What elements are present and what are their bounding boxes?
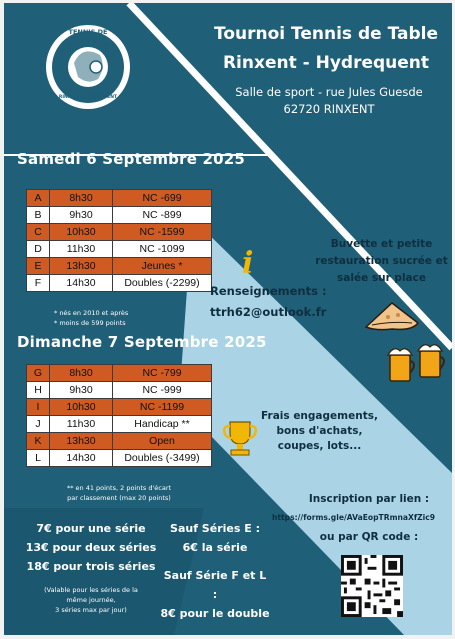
pricing-note (16, 585, 166, 615)
sunday-title: Dimanche 7 Septembre 2025 (17, 333, 267, 351)
series-time: 10h30 (50, 224, 113, 241)
pricing-fl-line2: 8€ pour le double (160, 607, 270, 620)
pricing-note1: (Valable pour les séries de la (44, 586, 138, 594)
series-category: NC -1199 (113, 399, 212, 416)
series-code: I (27, 399, 50, 416)
schedule-row (27, 399, 212, 416)
series-time: 13h30 (50, 258, 113, 275)
series-time: 14h30 (50, 450, 113, 467)
saturday-note2: * moins de 599 points (54, 319, 126, 327)
venue-line2: 62720 RINXENT (283, 102, 375, 116)
saturday-title: Samedi 6 Septembre 2025 (17, 150, 246, 168)
series-code: A (27, 190, 50, 207)
pricing-exception-e (160, 519, 270, 557)
pricing-exception-fl (160, 566, 270, 623)
pricing-list (16, 519, 166, 576)
pricing-note2: même journée, (66, 596, 116, 604)
series-code: G (27, 365, 50, 382)
series-time: 10h30 (50, 399, 113, 416)
pricing-e-line2: 6€ la série (182, 541, 248, 554)
series-code: L (27, 450, 50, 467)
prizes-line2: bons d'achats, (276, 425, 363, 437)
beer-mugs-icon (386, 341, 450, 387)
registration-line1: Inscription par lien : (308, 493, 430, 505)
schedule-row (27, 416, 212, 433)
sunday-schedule-table (26, 364, 212, 467)
header-title-line2: Rinxent - Hydrequent (222, 53, 430, 73)
series-category: NC -999 (113, 382, 212, 399)
series-code: K (27, 433, 50, 450)
buvette-line2: restauration sucrée et (315, 255, 448, 267)
series-code: J (27, 416, 50, 433)
prizes-line1: Frais engagements, (261, 410, 378, 422)
buvette-line3: salée sur place (337, 272, 426, 284)
series-category: NC -899 (113, 207, 212, 224)
series-category: NC -699 (113, 190, 212, 207)
pricing-one-series: 7€ pour une série (36, 522, 146, 535)
info-icon: i (242, 246, 254, 281)
buvette-line1: Buvette et petite (330, 238, 433, 250)
registration-url[interactable]: https://forms.gle/AVaEopTRmnaXfZic9 (272, 513, 436, 522)
series-category: NC -1099 (113, 241, 212, 258)
info-email[interactable]: ttrh62@outlook.fr (210, 305, 327, 319)
saturday-schedule-table (26, 189, 212, 292)
pricing-three-series: 18€ pour trois séries (26, 560, 156, 573)
series-category: Jeunes * (113, 258, 212, 275)
schedule-row (27, 382, 212, 399)
registration-qr-label: ou par QR code : (319, 531, 419, 543)
series-category: Open (113, 433, 212, 450)
venue-line1: Salle de sport - rue Jules Guesde (235, 85, 423, 99)
sunday-note1: ** en 41 points, 2 points d'écart (66, 484, 172, 492)
schedule-row (27, 433, 212, 450)
pricing-fl-line1: Sauf Série F et L : (163, 569, 267, 601)
series-code: F (27, 275, 50, 292)
qr-code-image (341, 555, 403, 617)
schedule-row (27, 190, 212, 207)
logo-top-text: TENNIS DE TABLE (68, 28, 108, 44)
pricing-two-series: 13€ pour deux séries (25, 541, 157, 554)
schedule-row (27, 224, 212, 241)
series-code: B (27, 207, 50, 224)
logo-bottom-text: RINXENT-HYDREQUENT (58, 95, 118, 100)
info-label: Renseignements : (210, 284, 327, 298)
header-title-line1: Tournoi Tennis de Table (214, 24, 438, 44)
schedule-row (27, 207, 212, 224)
schedule-row (27, 258, 212, 275)
series-code: C (27, 224, 50, 241)
schedule-row (27, 365, 212, 382)
schedule-row (27, 450, 212, 467)
saturday-note1: * nés en 2010 et après (54, 309, 129, 317)
prizes-line3: coupes, lots... (277, 440, 362, 452)
sunday-note2: par classement (max 20 points) (67, 494, 171, 502)
series-time: 9h30 (50, 207, 113, 224)
pricing-e-line1: Sauf Séries E : (170, 522, 260, 535)
series-category: NC -1599 (113, 224, 212, 241)
series-time: 13h30 (50, 433, 113, 450)
schedule-row (27, 241, 212, 258)
series-time: 8h30 (50, 365, 113, 382)
series-time: 11h30 (50, 416, 113, 433)
series-time: 14h30 (50, 275, 113, 292)
pricing-note3: 3 séries max par jour) (55, 606, 127, 614)
series-category: Handicap ** (113, 416, 212, 433)
series-time: 11h30 (50, 241, 113, 258)
series-category: Doubles (-2299) (113, 275, 212, 292)
series-category: NC -799 (113, 365, 212, 382)
series-code: H (27, 382, 50, 399)
series-code: E (27, 258, 50, 275)
crepe-icon (362, 299, 422, 335)
prizes-text (252, 409, 387, 454)
poster (4, 3, 452, 635)
series-time: 9h30 (50, 382, 113, 399)
qr-code[interactable] (341, 555, 403, 617)
series-time: 8h30 (50, 190, 113, 207)
series-code: D (27, 241, 50, 258)
buvette-text (309, 236, 452, 287)
series-category: Doubles (-3499) (113, 450, 212, 467)
schedule-row (27, 275, 212, 292)
